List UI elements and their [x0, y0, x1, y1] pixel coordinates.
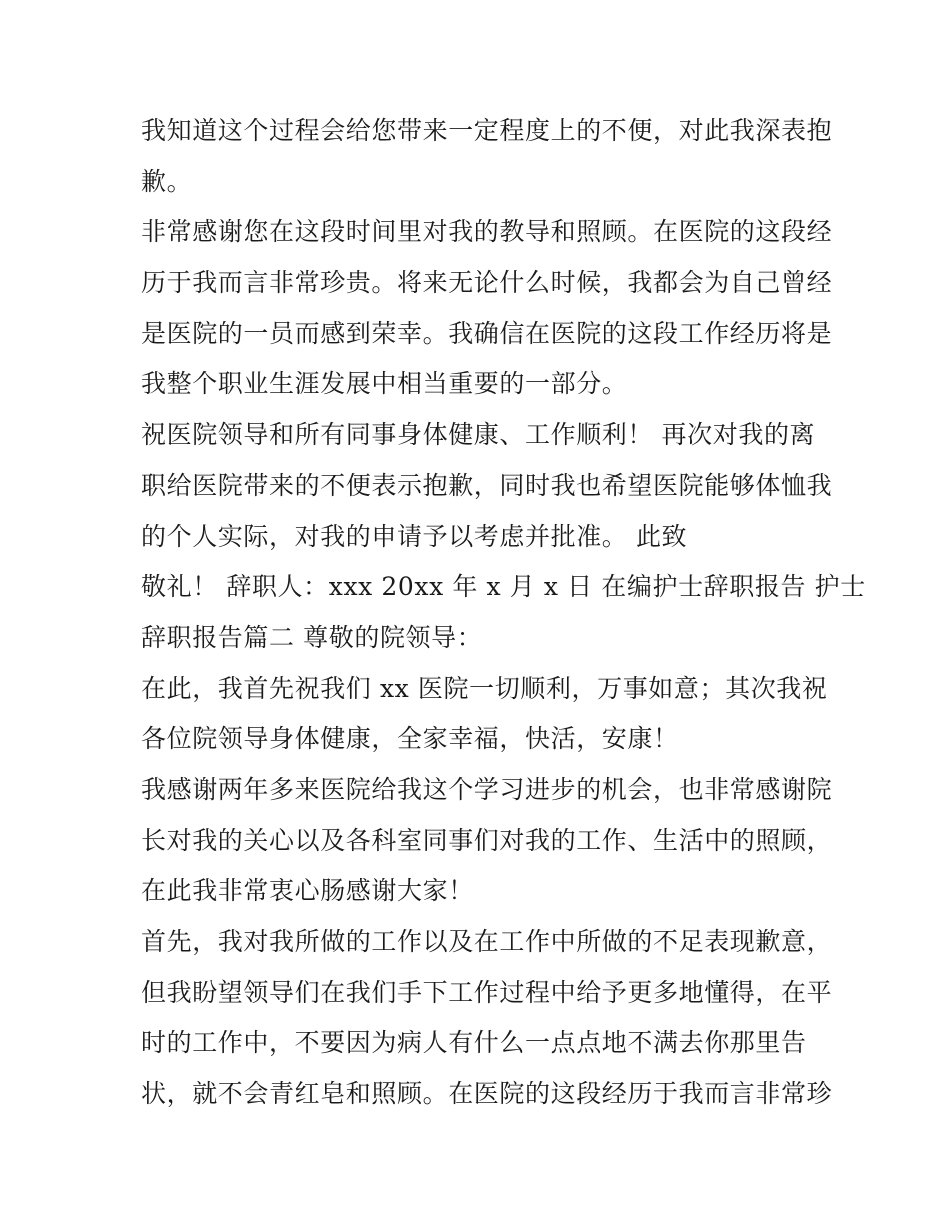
text-line: 辞职报告篇二 尊敬的院领导：: [141, 622, 483, 652]
text-line: 首先，我对我所做的工作以及在工作中所做的不足表现歉意，: [141, 927, 833, 956]
text-line: 在此，我首先祝我们 xx 医院一切顺利，万事如意；其次我祝: [141, 673, 828, 703]
text-line: 歉。: [141, 166, 193, 196]
text-line: 历于我而言非常珍贵。将来无论什么时候，我都会为自己曾经: [141, 268, 833, 298]
text-line: 敬礼！ 辞职人：xxx 20xx 年 x 月 x 日 在编护士辞职报告 护士: [141, 572, 866, 602]
text-line: 我整个职业生涯发展中相当重要的一部分。: [141, 369, 628, 399]
text-line: 我知道这个过程会给您带来一定程度上的不便，对此我深表抱: [141, 116, 833, 145]
text-line: 时的工作中，不要因为病人有什么一点点地不满去你那里告: [141, 1028, 807, 1058]
text-line: 祝医院领导和所有同事身体健康、工作顺利！ 再次对我的离: [141, 420, 816, 450]
text-line: 但我盼望领导们在我们手下工作过程中给予更多地懂得，在平: [141, 977, 833, 1007]
text-line: 状，就不会青红皂和照顾。在医院的这段经历于我而言非常珍: [141, 1079, 833, 1109]
text-line: 我感谢两年多来医院给我这个学习进步的机会，也非常感谢院: [141, 774, 833, 804]
text-line: 非常感谢您在这段时间里对我的教导和照顾。在医院的这段经: [141, 217, 833, 247]
text-line: 职给医院带来的不便表示抱歉，同时我也希望医院能够体恤我: [141, 470, 833, 500]
text-line: 各位院领导身体健康，全家幸福，快活，安康！: [141, 724, 679, 754]
text-line: 在此我非常衷心肠感谢大家！: [141, 876, 474, 906]
document-body: [141, 106, 866, 1120]
text-line: 的个人实际，对我的申请予以考虑并批准。 此致: [141, 521, 688, 551]
text-line: 是医院的一员而感到荣幸。我确信在医院的这段工作经历将是: [141, 318, 833, 348]
text-line: 长对我的关心以及各科室同事们对我的工作、生活中的照顾，: [141, 825, 833, 855]
